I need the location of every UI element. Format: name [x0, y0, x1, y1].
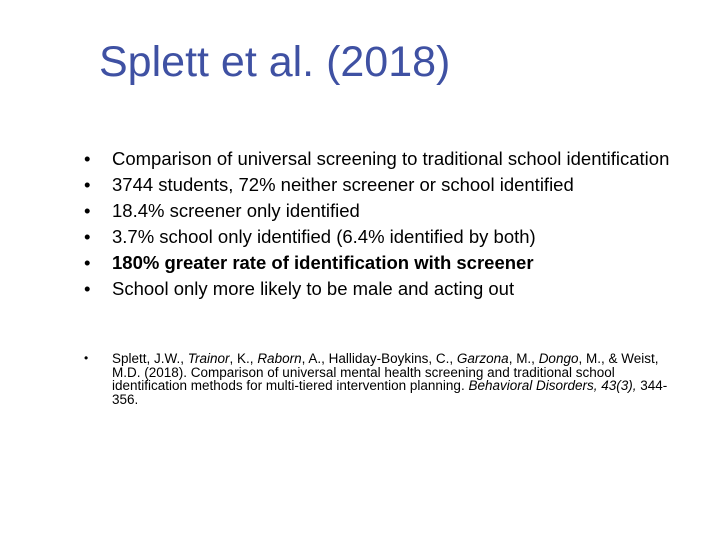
bullet-item-screener-only: [84, 200, 684, 221]
bullet-text: School only more likely to be male and acting out: [112, 278, 515, 299]
citation-separator-1: , K.,: [229, 351, 258, 366]
citation-author-1: Splett, J.W.,: [112, 351, 188, 366]
citation-separator-3: , M.,: [508, 351, 539, 366]
slide-title: Splett et al. (2018): [99, 38, 451, 86]
citation-list: [84, 352, 684, 406]
citation-pages: 344-356.: [112, 378, 668, 407]
bullet-dot: •: [84, 148, 91, 169]
bullet-dot: •: [84, 200, 91, 221]
bullet-item-comparison: [84, 148, 684, 169]
citation-author-3: Raborn: [257, 351, 302, 366]
bullet-text: 18.4% screener only identified: [112, 200, 360, 221]
citation-author-2: Trainor: [187, 351, 230, 366]
bullet-text: 180% greater rate of identification with screener: [112, 252, 534, 273]
bullet-item-school-only: [84, 226, 684, 247]
bullet-text: 3.7% school only identified (6.4% identified by both): [112, 226, 536, 247]
bullet-dot: •: [84, 351, 89, 365]
bullet-dot: •: [84, 278, 91, 299]
bullet-dot: •: [84, 252, 91, 273]
citation-journal: Behavioral Disorders, 43(3),: [468, 378, 637, 393]
bullet-text: 3744 students, 72% neither screener or school identified: [112, 174, 574, 195]
bullet-item-male-acting-out: [84, 278, 684, 299]
citation-author-5: Dongo: [538, 351, 579, 366]
bullet-item-greater-rate: [84, 252, 684, 273]
bullet-text: Comparison of universal screening to traditional school identification: [112, 148, 670, 169]
bullet-list: [84, 148, 684, 304]
citation-reference: [84, 352, 684, 406]
citation-text: [112, 351, 667, 407]
bullet-dot: •: [84, 226, 91, 247]
bullet-dot: •: [84, 174, 91, 195]
citation-rest: , M., & Weist, M.D. (2018). Comparison of universal mental health screening and traditional school identification methods for multi-tiered intervention planning.: [112, 351, 659, 393]
bullet-item-students: [84, 174, 684, 195]
citation-separator-2: , A., Halliday-Boykins, C.,: [301, 351, 457, 366]
citation-author-4: Garzona: [456, 351, 509, 366]
